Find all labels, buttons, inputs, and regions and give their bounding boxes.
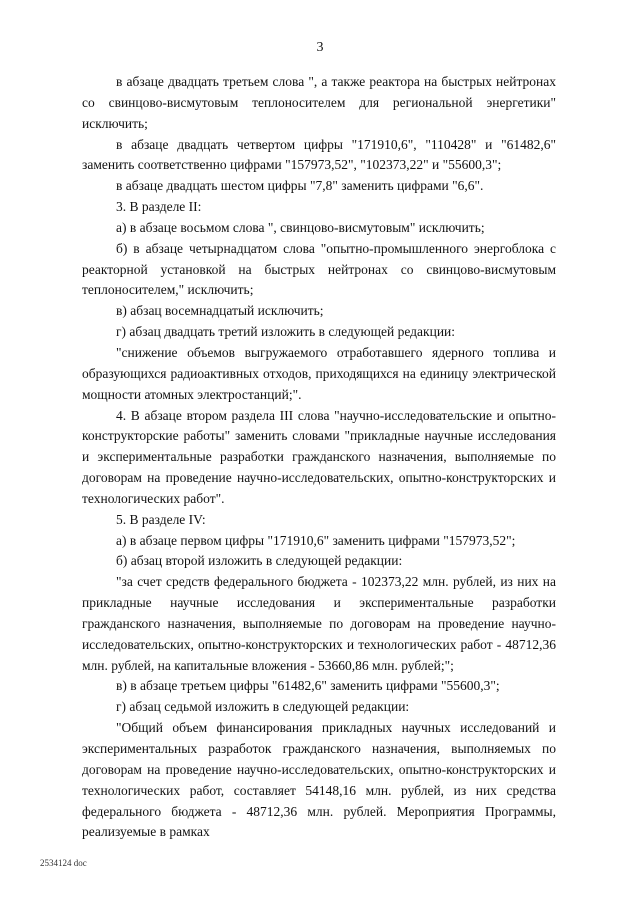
- paragraph: б) абзац второй изложить в следующей редакции:: [116, 553, 403, 569]
- paragraph: "снижение объемов выгружаемого отработавшего ядерного топлива и образующихся радиоактивных отходов, приходящихся на единицу электрической мощности атомных электростанций;".: [82, 344, 556, 402]
- paragraph: а) в абзаце восьмом слова ", свинцово-висмутовым" исключить;: [116, 219, 485, 235]
- paragraph: в абзаце двадцать четвертом цифры "171910,6", "110428" и "61482,6" заменить соответственно цифрами "157973,52", "102373,22" и "55600,3";: [82, 136, 556, 173]
- paragraph: 4. В абзаце втором раздела III слова "научно-исследовательские и опытно-конструкторские работы" заменить словами "прикладные научные исследования и экспериментальные разработки гражданского назначения, выполняемые по договорам на проведение научно-исследовательских, опытно-конструкторских и технологических работ".: [82, 407, 556, 506]
- section-heading: 5. В разделе IV:: [116, 511, 206, 527]
- paragraph: в) в абзаце третьем цифры "61482,6" заменить цифрами "55600,3";: [116, 678, 500, 694]
- paragraph: в) абзац восемнадцатый исключить;: [116, 303, 324, 319]
- section-heading: 3. В разделе II:: [116, 199, 202, 215]
- paragraph: в абзаце двадцать третьем слова ", а также реактора на быстрых нейтронах со свинцово-висмутовым теплоносителем для региональной энергетики" исключить;: [82, 74, 556, 131]
- document-footer-code: 2534124 doc: [40, 858, 87, 868]
- paragraph: г) абзац двадцать третий изложить в следующей редакции:: [116, 324, 456, 340]
- page-number: 3: [316, 40, 324, 55]
- paragraph: в абзаце двадцать шестом цифры "7,8" заменить цифрами "6,6".: [116, 178, 484, 194]
- paragraph: "за счет средств федерального бюджета - 102373,22 млн. рублей, из них на прикладные научные исследования и экспериментальные разработки гражданского назначения, выполняемые по договорам на проведение научно-исследовательских, опытно-конструкторских и технологических работ - 48712,36 млн. рублей, на капитальные вложения - 53660,86 млн. рублей;";: [82, 574, 556, 673]
- paragraph: б) в абзаце четырнадцатом слова "опытно-промышленного энергоблока с реакторной установкой на быстрых нейтронах со свинцово-висмутовым теплоносителем," исключить;: [82, 240, 556, 298]
- paragraph: а) в абзаце первом цифры "171910,6" заменить цифрами "157973,52";: [116, 532, 516, 548]
- document-body: [82, 72, 556, 843]
- paragraph: "Общий объем финансирования прикладных научных исследований и экспериментальных разработок гражданского назначения, выполняемых по договорам на проведение научно-исследовательских, опытно-конструкторских и технологических работ, составляет 54148,16 млн. рублей, из них средства федерального бюджета - 48712,36 млн. рублей. Мероприятия Программы, реализуемые в рамках: [82, 720, 556, 840]
- paragraph: г) абзац седьмой изложить в следующей редакции:: [116, 699, 410, 715]
